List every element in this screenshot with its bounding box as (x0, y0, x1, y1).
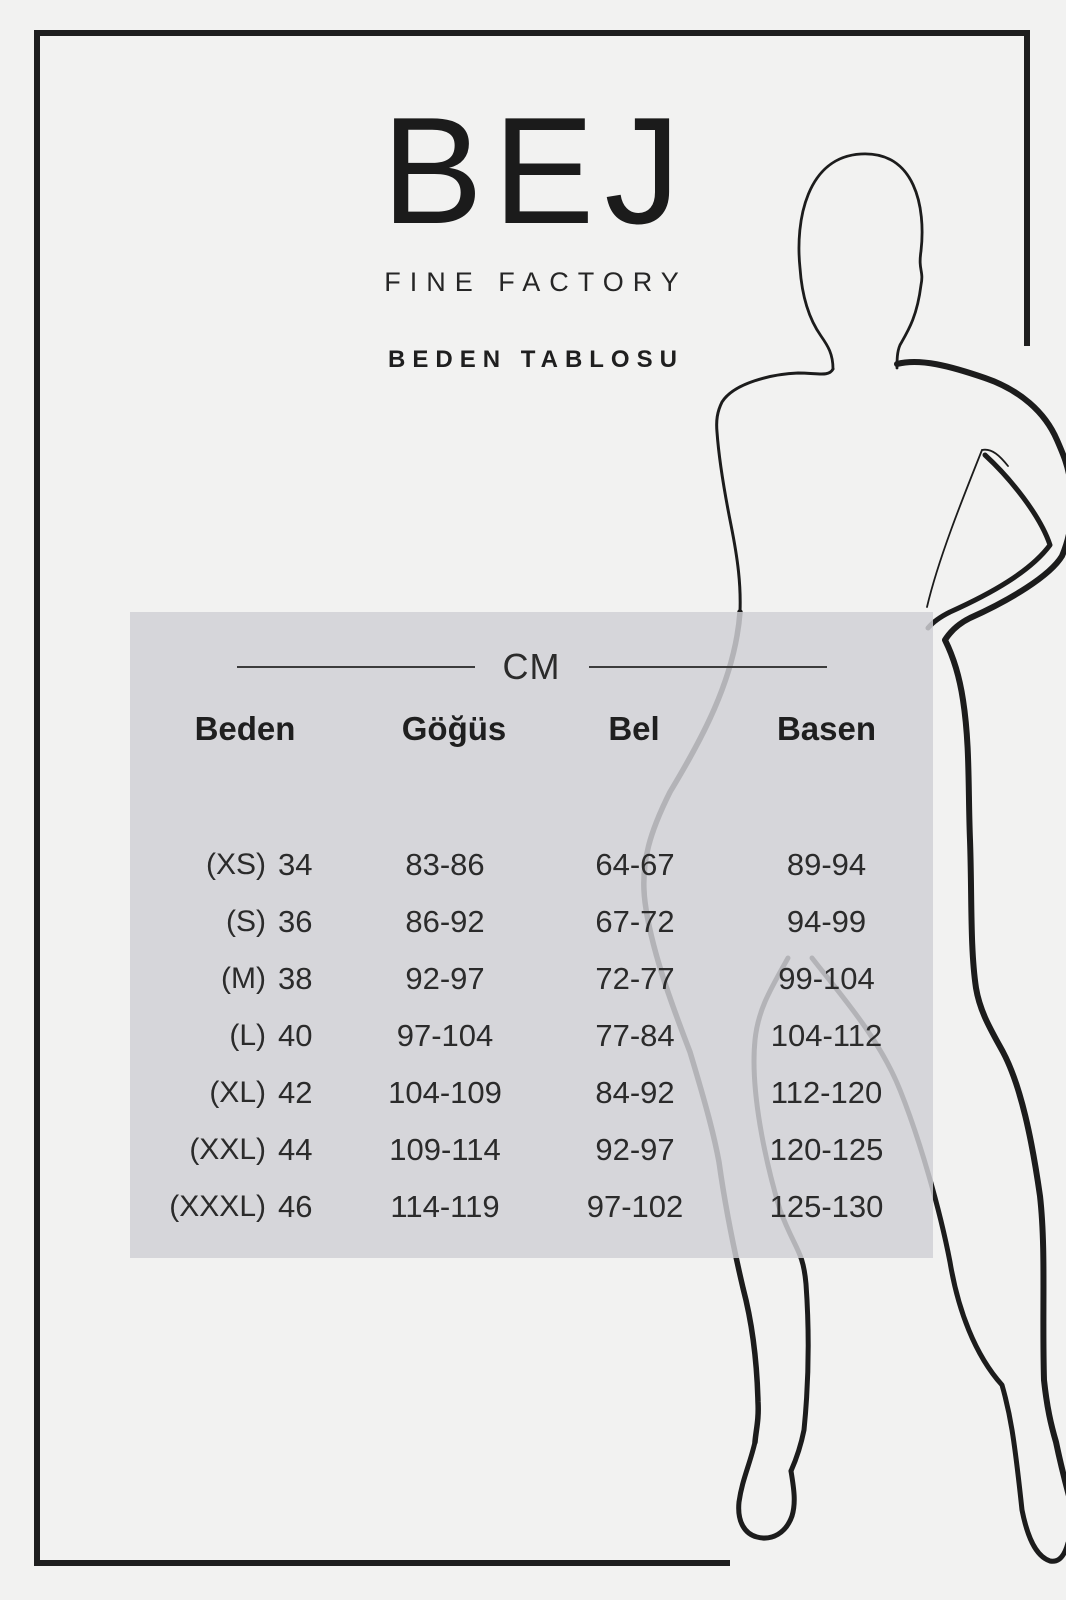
brand-tagline: FINE FACTORY (384, 267, 688, 297)
size-number-cell: 40 (278, 1017, 313, 1053)
hips-cell: 94-99 (786, 903, 867, 939)
chest-cell: 92-97 (405, 960, 485, 996)
size-label-cell: (M) (221, 961, 266, 995)
page-title: BEDEN TABLOSU (388, 346, 684, 373)
silhouette-arm-gap-edge (927, 450, 982, 607)
size-number-cell: 44 (278, 1131, 313, 1167)
size-label-cell: (XS) (206, 847, 266, 881)
size-number-cell: 38 (278, 960, 313, 996)
size-number-cell: 46 (278, 1188, 313, 1224)
brand-logo: BEJ (381, 86, 691, 256)
table-row (130, 1064, 933, 1121)
header-size: Beden (194, 710, 296, 747)
table-row (130, 950, 933, 1007)
size-label-cell: (XXL) (189, 1132, 266, 1166)
size-label-cell: (XL) (209, 1075, 266, 1109)
waist-cell: 97-102 (586, 1188, 684, 1224)
waist-cell: 67-72 (595, 903, 675, 939)
table-row (130, 1178, 933, 1235)
chest-cell: 86-92 (405, 903, 485, 939)
hips-cell: 112-120 (770, 1074, 883, 1110)
waist-cell: 64-67 (595, 846, 675, 882)
header-chest: Göğüs (401, 710, 507, 747)
chest-cell: 104-109 (388, 1074, 502, 1110)
unit-divider-left (237, 666, 475, 668)
silhouette-left-side (717, 369, 833, 612)
waist-cell: 84-92 (595, 1074, 675, 1110)
table-row (130, 1007, 933, 1064)
hips-cell: 99-104 (778, 960, 875, 996)
size-chart-panel (130, 612, 933, 1258)
size-label-cell: (XXXL) (169, 1189, 266, 1223)
header-waist: Bel (608, 710, 660, 747)
size-label-cell: (L) (229, 1018, 266, 1052)
hips-cell: 125-130 (769, 1188, 884, 1224)
table-body (130, 836, 933, 1235)
table-row (130, 1121, 933, 1178)
table-row (130, 836, 933, 893)
chest-cell: 109-114 (389, 1131, 501, 1167)
unit-divider-right (589, 666, 827, 668)
unit-row (130, 646, 933, 688)
size-label-cell: (S) (226, 904, 266, 938)
table-row (130, 893, 933, 950)
waist-cell: 77-84 (595, 1017, 675, 1053)
hips-cell: 120-125 (769, 1131, 884, 1167)
unit-label: CM (502, 646, 561, 687)
silhouette-left-foot (739, 1442, 795, 1538)
hips-cell: 104-112 (770, 1017, 883, 1053)
header-hips: Basen (776, 710, 877, 747)
chest-cell: 83-86 (405, 846, 485, 882)
size-number-cell: 34 (278, 846, 313, 882)
waist-cell: 92-97 (595, 1131, 675, 1167)
size-number-cell: 42 (278, 1074, 313, 1110)
chest-cell: 114-119 (390, 1188, 500, 1224)
waist-cell: 72-77 (595, 960, 675, 996)
table-header-row (130, 710, 933, 748)
chest-cell: 97-104 (396, 1017, 494, 1053)
size-number-cell: 36 (278, 903, 313, 939)
brand-block (133, 0, 939, 374)
hips-cell: 89-94 (786, 846, 867, 882)
